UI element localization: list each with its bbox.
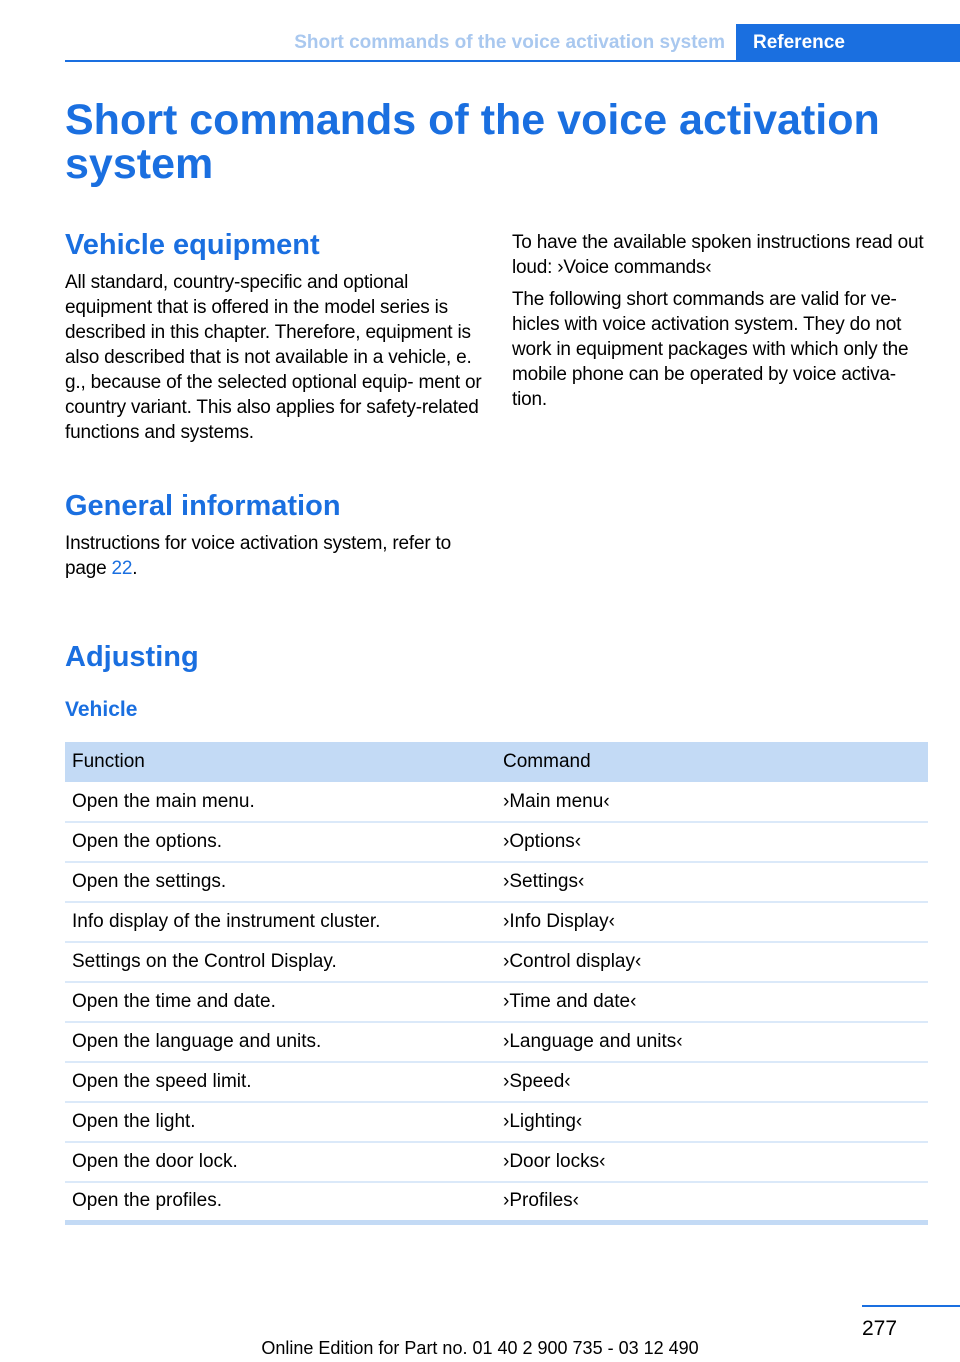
command-cell: ›Profiles‹ <box>496 1182 928 1222</box>
page-header <box>65 24 960 62</box>
function-cell: Open the options. <box>65 822 496 862</box>
left-column <box>65 228 485 581</box>
command-cell: ›Options‹ <box>496 822 928 862</box>
page-number: 277 <box>862 1305 960 1341</box>
vehicle-subheading: Vehicle <box>65 698 138 721</box>
table-row <box>65 982 928 1022</box>
voice-commands-paragraph: To have the available spoken instructions read out loud: ›Voice commands‹ <box>512 232 924 278</box>
vehicle-equipment-body: All standard, country-specific and optional equipment that is offered in the model series is described in this chapter. Therefore, equipment is also described that is not available in a vehicle, e. g., because of the selected optional equip- ment or country variant. This also applies for safety-related functions and systems. <box>65 272 482 443</box>
command-cell: ›Settings‹ <box>496 862 928 902</box>
vehicle-equipment-section <box>65 228 485 445</box>
function-cell: Info display of the instrument cluster. <box>65 902 496 942</box>
function-cell: Settings on the Control Display. <box>65 942 496 982</box>
general-information-body <box>65 531 485 581</box>
function-cell: Open the settings. <box>65 862 496 902</box>
command-cell: ›Main menu‹ <box>496 782 928 822</box>
table-row <box>65 902 928 942</box>
general-information-text-end: . <box>132 558 138 579</box>
page-title: Short commands of the voice activation system <box>65 96 880 188</box>
commands-table <box>65 742 928 1225</box>
vehicle-equipment-heading: Vehicle equipment <box>65 229 320 261</box>
table-header-row <box>65 742 928 782</box>
function-cell: Open the light. <box>65 1102 496 1142</box>
function-cell: Open the time and date. <box>65 982 496 1022</box>
page-reference-link[interactable]: 22 <box>111 558 133 579</box>
table-row <box>65 1062 928 1102</box>
header-rule <box>65 60 960 62</box>
table-row <box>65 1102 928 1142</box>
command-cell: ›Door locks‹ <box>496 1142 928 1182</box>
table-row <box>65 942 928 982</box>
command-cell: ›Info Display‹ <box>496 902 928 942</box>
table-row <box>65 862 928 902</box>
adjusting-heading: Adjusting <box>65 641 199 673</box>
table-row <box>65 1142 928 1182</box>
column-header-function: Function <box>65 742 496 782</box>
function-cell: Open the door lock. <box>65 1142 496 1182</box>
right-column <box>512 230 930 412</box>
header-section-title: Short commands of the voice activation system <box>294 32 725 53</box>
general-information-section <box>65 489 485 581</box>
table-row <box>65 1182 928 1222</box>
general-information-text: Instructions for voice activation system, refer to page <box>65 533 451 579</box>
function-cell: Open the language and units. <box>65 1022 496 1062</box>
command-cell: ›Control display‹ <box>496 942 928 982</box>
table-row <box>65 822 928 862</box>
edition-footer: Online Edition for Part no. 01 40 2 900 735 - 03 12 490 <box>261 1338 699 1358</box>
header-tab-reference[interactable]: Reference <box>736 24 960 62</box>
general-information-heading: General information <box>65 490 341 522</box>
command-cell: ›Lighting‹ <box>496 1102 928 1142</box>
command-cell: ›Time and date‹ <box>496 982 928 1022</box>
command-cell: ›Language and units‹ <box>496 1022 928 1062</box>
short-commands-paragraph: The following short commands are valid for ve- hicles with voice activation system. They do not work in equipment packages with which only the mobile phone can be operated by voice activa- tion. <box>512 289 909 410</box>
function-cell: Open the profiles. <box>65 1182 496 1222</box>
table-row <box>65 782 928 822</box>
function-cell: Open the main menu. <box>65 782 496 822</box>
column-header-command: Command <box>496 742 928 782</box>
function-cell: Open the speed limit. <box>65 1062 496 1102</box>
table-row <box>65 1022 928 1062</box>
command-cell: ›Speed‹ <box>496 1062 928 1102</box>
